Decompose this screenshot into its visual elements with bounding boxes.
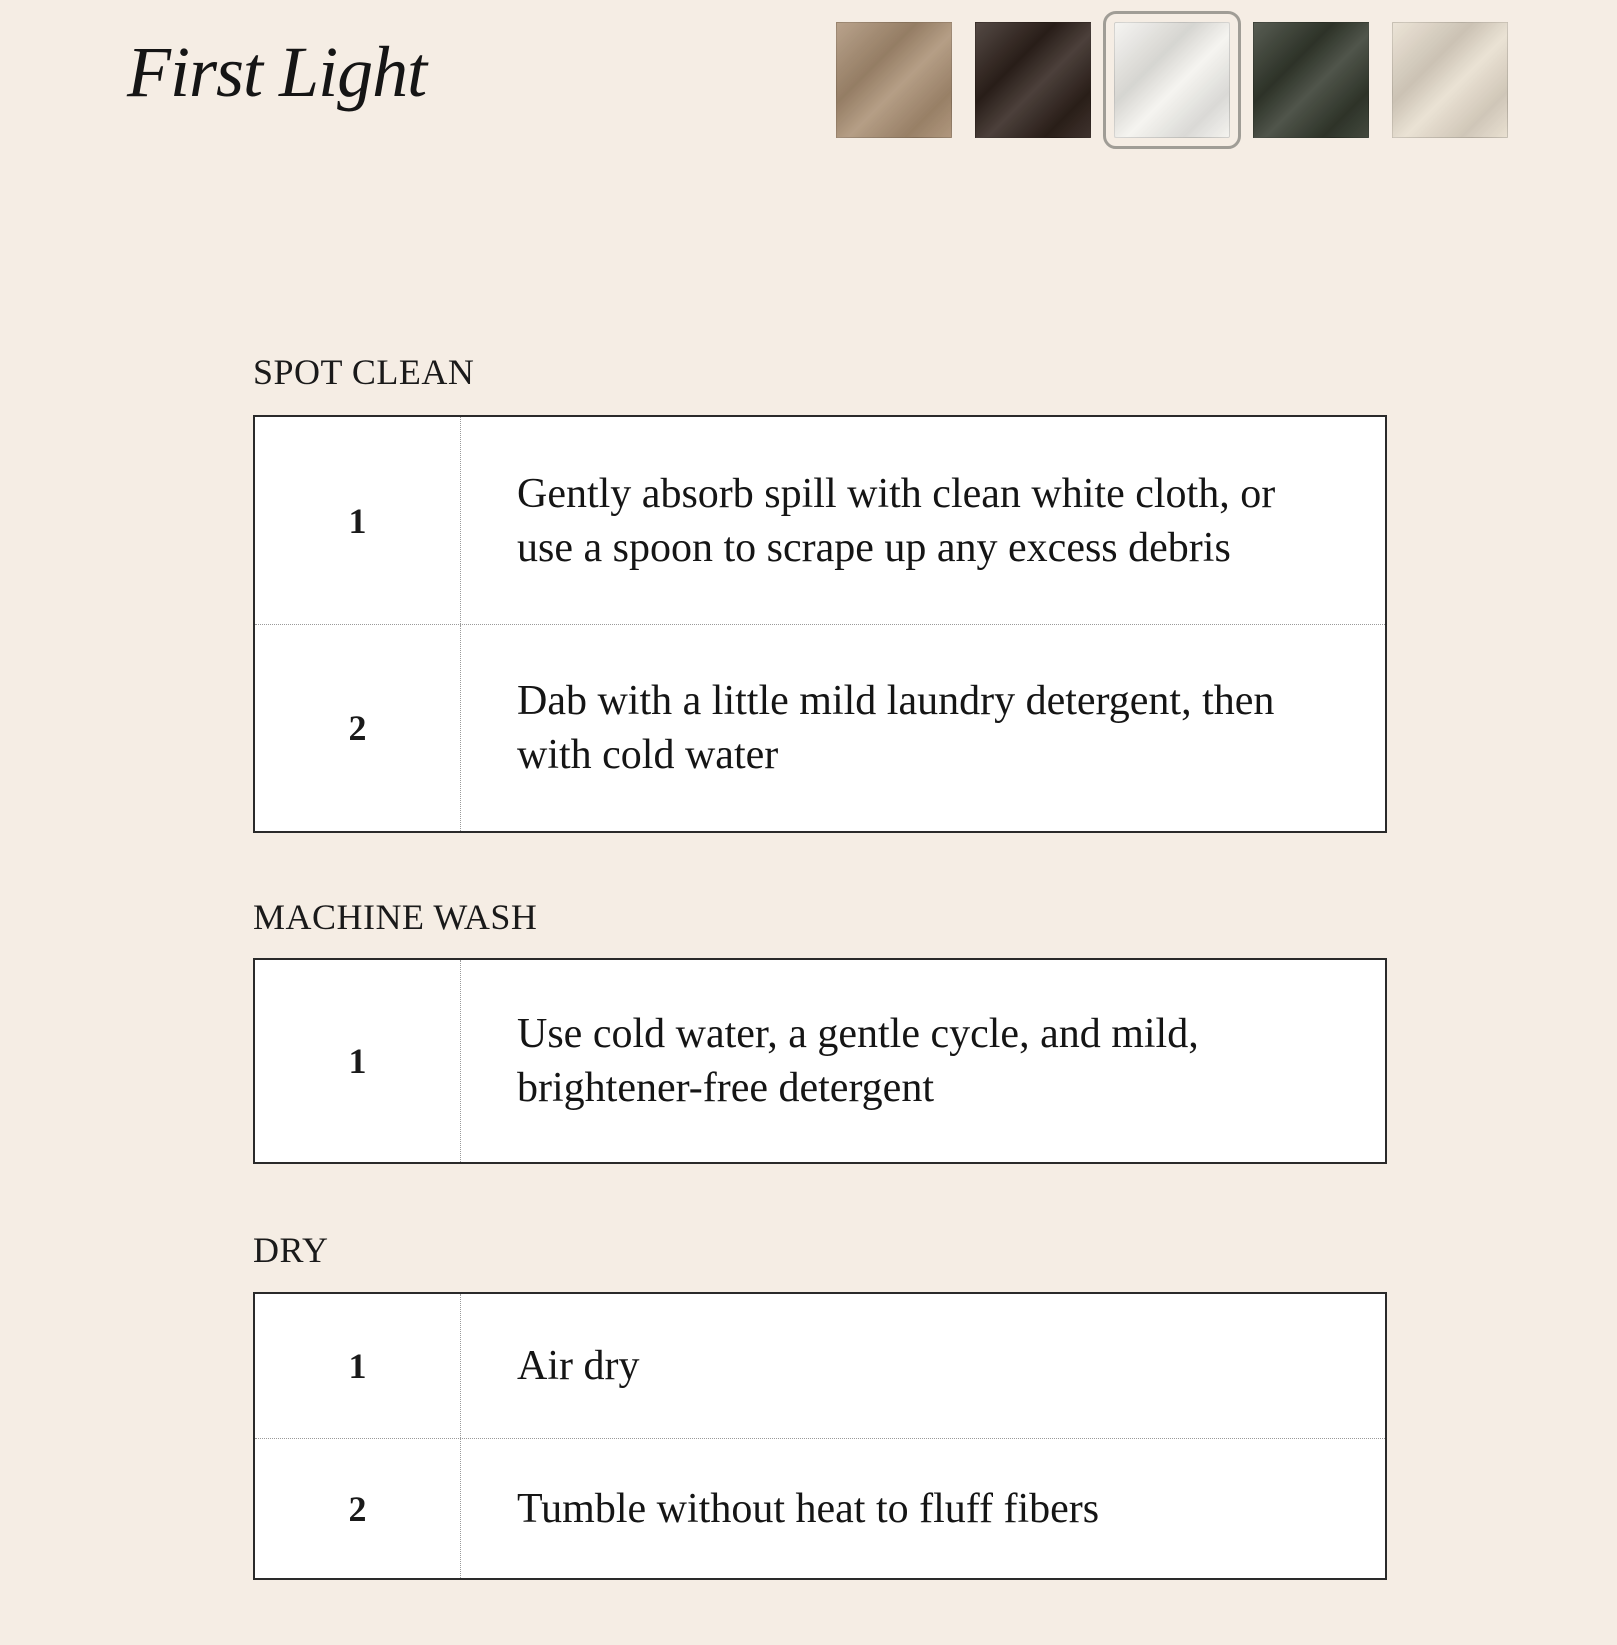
section-title: DRY	[253, 1230, 329, 1270]
swatch-tan[interactable]	[836, 22, 952, 138]
step-number: 1	[255, 417, 461, 624]
care-table	[253, 1292, 1387, 1580]
section-machine-wash	[253, 897, 1387, 1111]
care-table	[253, 415, 1387, 833]
table-row	[255, 960, 1385, 1162]
table-row	[255, 417, 1385, 624]
table-row	[255, 1294, 1385, 1438]
section-dry	[253, 1230, 1387, 1532]
swatch-cream[interactable]	[1392, 22, 1508, 138]
brand-title: First Light	[127, 32, 427, 112]
step-number: 2	[255, 1439, 461, 1578]
swatch-forest-green[interactable]	[1253, 22, 1369, 138]
step-number: 1	[255, 1294, 461, 1438]
swatch-dark-brown[interactable]	[975, 22, 1091, 138]
step-text: Air dry	[517, 1343, 640, 1389]
step-number: 2	[255, 625, 461, 831]
step-text: Gently absorb spill with clean white cloth, or use a spoon to scrape up any excess debris	[517, 470, 1276, 571]
table-row	[255, 624, 1385, 831]
step-text: Use cold water, a gentle cycle, and mild, brightener-free detergent	[517, 1011, 1199, 1111]
section-title: MACHINE WASH	[253, 897, 538, 937]
step-text: Tumble without heat to fluff fibers	[517, 1485, 1100, 1532]
section-title: SPOT CLEAN	[253, 352, 475, 392]
step-text: Dab with a little mild laundry detergent, then with cold water	[517, 678, 1275, 778]
table-row	[255, 1438, 1385, 1578]
color-swatch-picker	[836, 22, 1508, 138]
step-number: 1	[255, 960, 461, 1162]
section-spot-clean	[253, 352, 1387, 778]
care-table	[253, 958, 1387, 1164]
swatch-white[interactable]	[1114, 22, 1230, 138]
